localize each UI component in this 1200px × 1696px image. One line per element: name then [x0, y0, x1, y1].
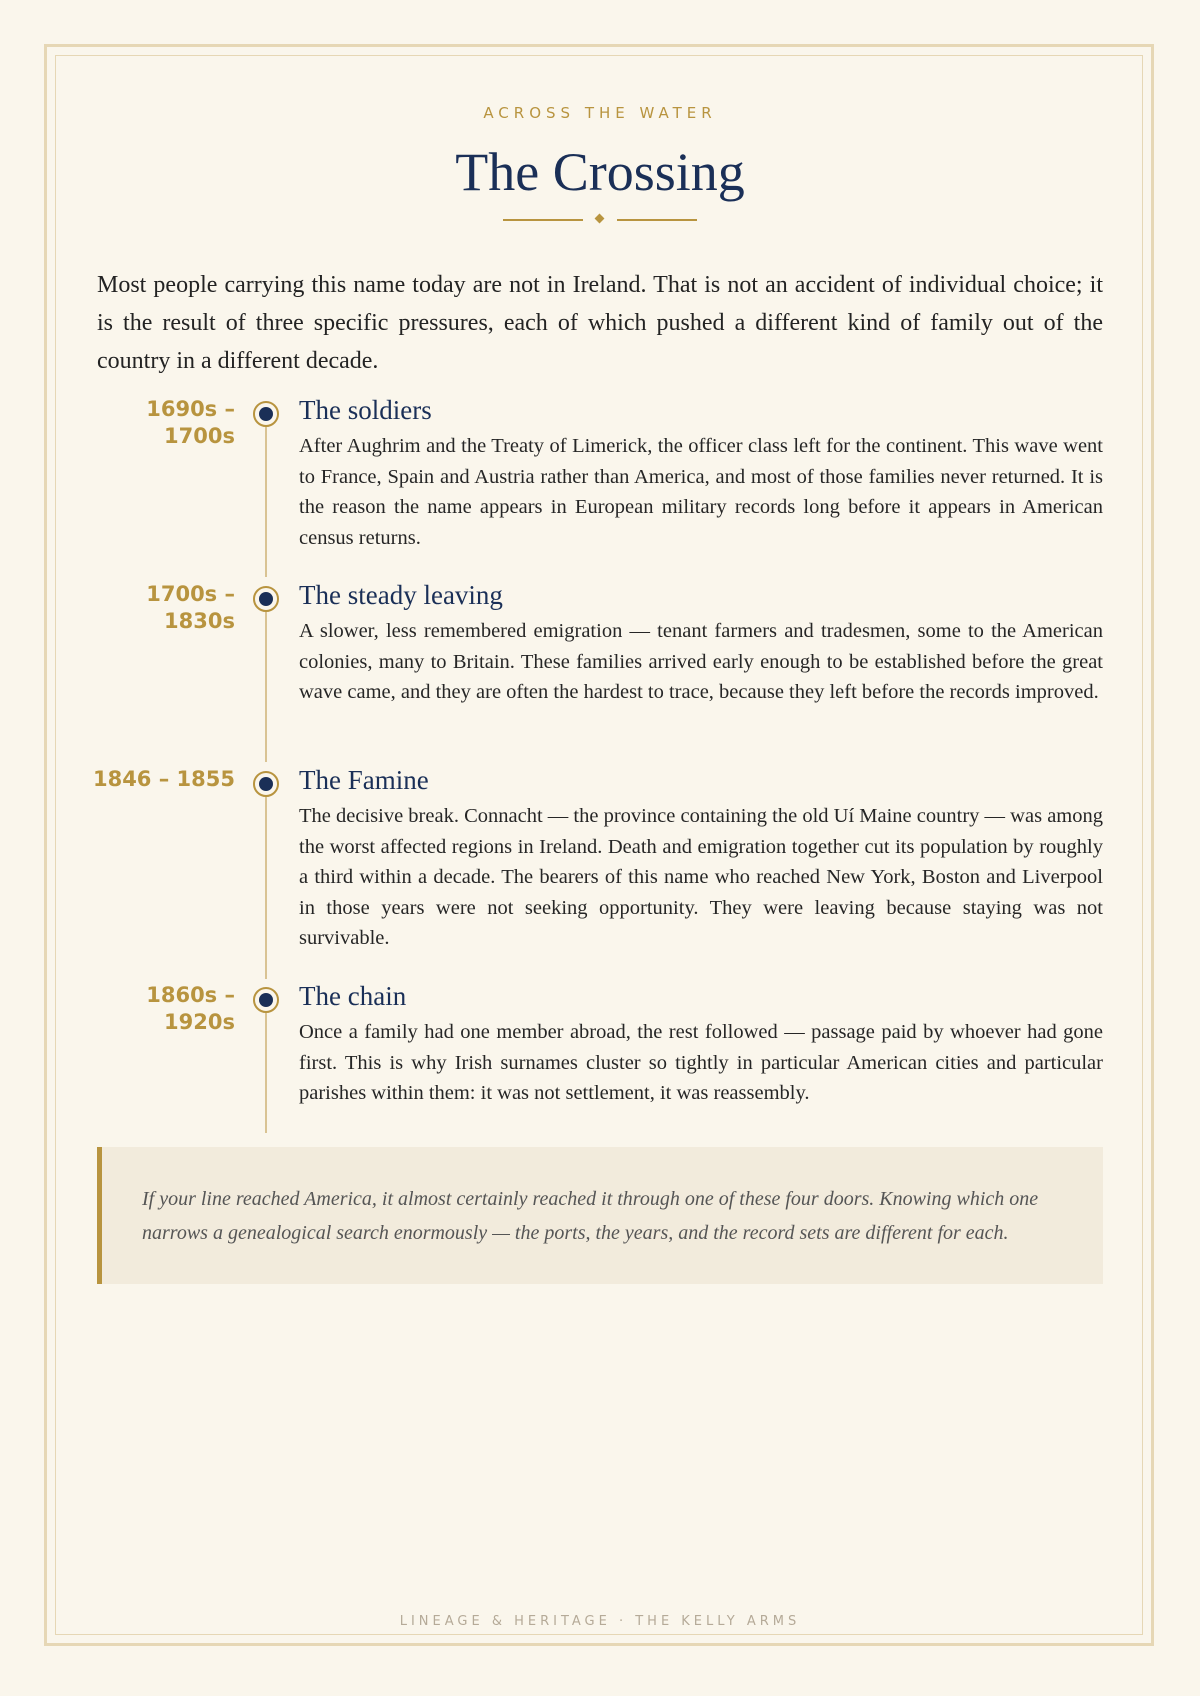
timeline-date-end: 1830s [164, 609, 235, 633]
timeline-entry-title: The steady leaving [299, 580, 503, 610]
timeline-entry-title: The soldiers [299, 395, 432, 425]
timeline-entry-body: Once a family had one member abroad, the rest followed — passage paid by whoever had gone first. This is why Irish surnames cluster so tightly in particular American cities and particular parishes within them: it was not settlement, it was reassembly. [299, 1021, 1103, 1104]
timeline-node-icon [253, 586, 279, 612]
callout-box [97, 1147, 1103, 1284]
timeline-date-end: 1700s [164, 424, 235, 448]
timeline-connector [265, 1013, 267, 1133]
timeline-entry-body: The decisive break. Connacht — the province containing the old Uí Maine country — was among the worst affected regions in Ireland. Death and emigration together cut its population by roughly a third within a decade. The bearers of this name who reached New York, Boston and Liverpool in those years were not seeking opportunity. They were leaving because staying was not survivable. [299, 805, 1103, 949]
diamond-ornament-icon [595, 214, 605, 224]
timeline-date [90, 766, 235, 793]
timeline-date-end: 1920s [164, 1010, 235, 1034]
timeline-date-start: 1700s – [146, 582, 235, 606]
timeline-entry-body: After Aughrim and the Treaty of Limerick, the officer class left for the continent. This wave went to France, Spain and Austria rather than America, and most of those families never returned. It is the reason the name appears in European military records long before it appears in American census returns. [299, 435, 1103, 549]
timeline-entry-body: A slower, less remembered emigration — tenant farmers and tradesmen, some to the American colonies, many to Britain. These families arrived early enough to be established before the great wave came, and they are often the hardest to trace, because they left before the records improved. [299, 620, 1103, 703]
timeline-date [90, 581, 235, 635]
timeline-date [90, 396, 235, 450]
timeline-node-icon [253, 401, 279, 427]
timeline-date-start: 1690s – [146, 397, 235, 421]
timeline-connector [265, 797, 267, 979]
timeline-date-start: 1846 – 1855 [92, 767, 235, 791]
title-divider [503, 212, 697, 226]
callout-text: If your line reached America, it almost certainly reached it through one of these four doors. Knowing which one narrows a genealogical search enormously — the ports, the years, and the record sets are different for each. [142, 1188, 1039, 1244]
timeline-entry-title: The Famine [299, 765, 429, 795]
timeline-node-icon [253, 771, 279, 797]
timeline-connector [265, 612, 267, 762]
timeline-date-start: 1860s – [146, 983, 235, 1007]
timeline-connector [265, 427, 267, 577]
timeline-node-icon [253, 987, 279, 1013]
timeline-date [90, 982, 235, 1036]
divider-line-left [503, 219, 583, 221]
timeline-entry-title: The chain [299, 981, 407, 1011]
section-eyebrow: ACROSS THE WATER [483, 104, 717, 122]
intro-paragraph: Most people carrying this name today are not in Ireland. That is not an accident of individual choice; it is the result of three specific pressures, each of which pushed a different kind of family out of the country in a different decade. [97, 272, 1103, 374]
page-title: The Crossing [455, 142, 745, 202]
divider-line-right [617, 219, 697, 221]
page-footer: LINEAGE & HERITAGE · THE KELLY ARMS [399, 1614, 801, 1629]
